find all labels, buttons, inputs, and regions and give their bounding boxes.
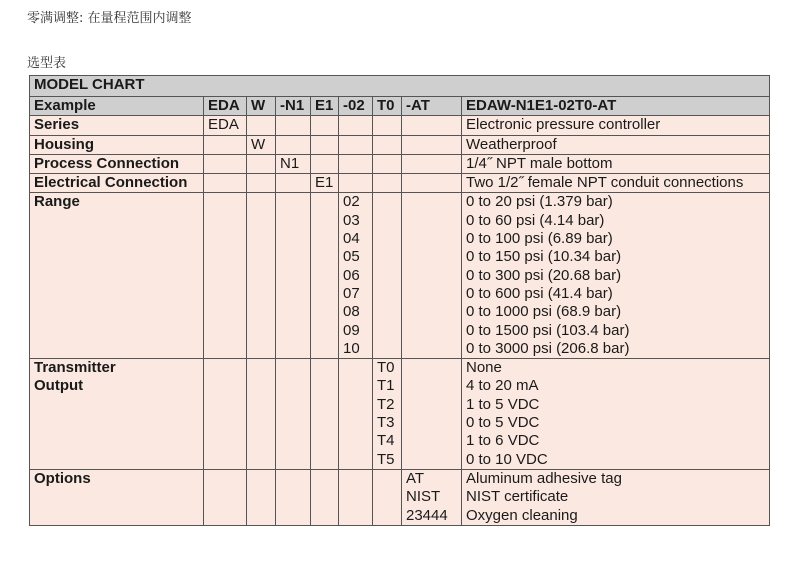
- empty-cell: [373, 116, 402, 135]
- example-label: Example: [30, 97, 204, 116]
- option-description: 1 to 6 VDC: [466, 432, 540, 450]
- row-label-line: Options: [34, 469, 91, 487]
- empty-cell: [247, 154, 276, 173]
- electrical-connection-row: [30, 174, 770, 193]
- empty-cell: [276, 116, 311, 135]
- process-connection-row: [30, 154, 770, 173]
- option-description: 0 to 60 psi (4.14 bar): [466, 211, 605, 229]
- header-code-electrical: E1: [311, 97, 339, 116]
- header-code-output: T0: [373, 97, 402, 116]
- empty-cell: [373, 154, 402, 173]
- series-descriptions: [462, 116, 770, 135]
- transmitter-output-codes: [373, 359, 402, 470]
- empty-cell: [247, 116, 276, 135]
- empty-cell: [204, 135, 247, 154]
- options-codes: [402, 469, 462, 525]
- electrical-connection-descriptions: [462, 174, 770, 193]
- series-codes: [204, 116, 247, 135]
- option-code: T0: [377, 359, 395, 377]
- option-code: 07: [343, 284, 360, 302]
- header-code-process: -N1: [276, 97, 311, 116]
- range-label: [30, 193, 204, 359]
- option-description: 1/4˝ NPT male bottom: [466, 154, 613, 172]
- option-description: 0 to 1500 psi (103.4 bar): [466, 321, 630, 339]
- option-code: E1: [315, 174, 334, 192]
- page-note: 零满调整: 在量程范围内调整: [27, 11, 192, 26]
- range-codes: [339, 193, 373, 359]
- electrical-connection-codes: [311, 174, 339, 193]
- empty-cell: [247, 193, 276, 359]
- empty-cell: [247, 174, 276, 193]
- option-description: 0 to 300 psi (20.68 bar): [466, 266, 622, 284]
- option-description: None: [466, 359, 502, 377]
- empty-cell: [204, 154, 247, 173]
- empty-cell: [204, 359, 247, 470]
- empty-cell: [373, 174, 402, 193]
- model-chart-title: MODEL CHART: [30, 76, 770, 97]
- row-label-line: Series: [34, 116, 80, 134]
- option-code: AT: [406, 469, 425, 487]
- empty-cell: [402, 135, 462, 154]
- option-description: NIST certificate: [466, 488, 569, 506]
- housing-codes: [247, 135, 276, 154]
- row-label-line: Transmitter: [34, 359, 116, 377]
- option-code: 08: [343, 303, 360, 321]
- empty-cell: [373, 469, 402, 525]
- option-code: EDA: [208, 116, 239, 134]
- row-label-line: Range: [34, 193, 80, 211]
- range-row: [30, 193, 770, 359]
- empty-cell: [402, 154, 462, 173]
- empty-cell: [311, 469, 339, 525]
- option-description: Electronic pressure controller: [466, 116, 661, 134]
- housing-label: [30, 135, 204, 154]
- housing-row: [30, 135, 770, 154]
- option-code: NIST: [406, 488, 441, 506]
- option-description: 0 to 600 psi (41.4 bar): [466, 284, 613, 302]
- empty-cell: [247, 359, 276, 470]
- empty-cell: [276, 469, 311, 525]
- empty-cell: [276, 193, 311, 359]
- header-code-series: EDA: [204, 97, 247, 116]
- option-code: 06: [343, 266, 360, 284]
- empty-cell: [339, 174, 373, 193]
- range-descriptions: [462, 193, 770, 359]
- empty-cell: [276, 135, 311, 154]
- empty-cell: [339, 154, 373, 173]
- process-connection-descriptions: [462, 154, 770, 173]
- header-code-housing: W: [247, 97, 276, 116]
- row-label-line: Process Connection: [34, 154, 180, 172]
- model-chart-table: [29, 75, 770, 526]
- header-code-range: -02: [339, 97, 373, 116]
- empty-cell: [402, 359, 462, 470]
- process-connection-codes: [276, 154, 311, 173]
- series-label: [30, 116, 204, 135]
- empty-cell: [339, 116, 373, 135]
- row-label-line: Output: [34, 377, 84, 395]
- row-label-line: Housing: [34, 135, 94, 153]
- option-description: 0 to 10 VDC: [466, 450, 548, 468]
- option-description: 0 to 20 psi (1.379 bar): [466, 193, 613, 211]
- option-code: T2: [377, 395, 395, 413]
- table-caption: 选型表: [27, 56, 67, 71]
- option-description: Aluminum adhesive tag: [466, 469, 622, 487]
- transmitter-output-descriptions: [462, 359, 770, 470]
- empty-cell: [339, 469, 373, 525]
- row-label-line: Electrical Connection: [34, 174, 188, 192]
- housing-descriptions: [462, 135, 770, 154]
- empty-cell: [311, 116, 339, 135]
- empty-cell: [311, 154, 339, 173]
- option-description: Oxygen cleaning: [466, 506, 578, 524]
- option-description: 0 to 150 psi (10.34 bar): [466, 248, 622, 266]
- empty-cell: [402, 193, 462, 359]
- empty-cell: [204, 193, 247, 359]
- empty-cell: [402, 174, 462, 193]
- option-code: 05: [343, 248, 360, 266]
- option-description: 0 to 3000 psi (206.8 bar): [466, 339, 630, 357]
- option-code: 02: [343, 193, 360, 211]
- process-connection-label: [30, 154, 204, 173]
- example-row: [30, 97, 770, 116]
- options-descriptions: [462, 469, 770, 525]
- empty-cell: [373, 135, 402, 154]
- empty-cell: [339, 359, 373, 470]
- option-code: 10: [343, 339, 360, 357]
- option-code: 03: [343, 211, 360, 229]
- options-row: [30, 469, 770, 525]
- empty-cell: [373, 193, 402, 359]
- option-code: T5: [377, 450, 395, 468]
- electrical-connection-label: [30, 174, 204, 193]
- empty-cell: [402, 116, 462, 135]
- empty-cell: [276, 359, 311, 470]
- empty-cell: [276, 174, 311, 193]
- empty-cell: [339, 135, 373, 154]
- option-description: 0 to 100 psi (6.89 bar): [466, 230, 613, 248]
- option-description: 0 to 1000 psi (68.9 bar): [466, 303, 622, 321]
- series-row: [30, 116, 770, 135]
- empty-cell: [311, 135, 339, 154]
- empty-cell: [311, 193, 339, 359]
- option-code: N1: [280, 154, 300, 172]
- transmitter-output-label: [30, 359, 204, 470]
- empty-cell: [247, 469, 276, 525]
- option-code: T1: [377, 377, 395, 395]
- transmitter-output-row: [30, 359, 770, 470]
- option-description: 0 to 5 VDC: [466, 414, 540, 432]
- empty-cell: [204, 469, 247, 525]
- option-description: 1 to 5 VDC: [466, 395, 540, 413]
- option-description: Two 1/2˝ female NPT conduit connections: [466, 174, 744, 192]
- empty-cell: [204, 174, 247, 193]
- option-description: Weatherproof: [466, 135, 557, 153]
- option-code: W: [251, 135, 266, 153]
- option-code: T4: [377, 432, 395, 450]
- option-code: 09: [343, 321, 360, 339]
- empty-cell: [311, 359, 339, 470]
- option-description: 4 to 20 mA: [466, 377, 539, 395]
- option-code: 23444: [406, 506, 448, 524]
- option-code: 04: [343, 230, 360, 248]
- header-code-options: -AT: [402, 97, 462, 116]
- option-code: T3: [377, 414, 395, 432]
- options-label: [30, 469, 204, 525]
- example-model-number: EDAW-N1E1-02T0-AT: [462, 97, 770, 116]
